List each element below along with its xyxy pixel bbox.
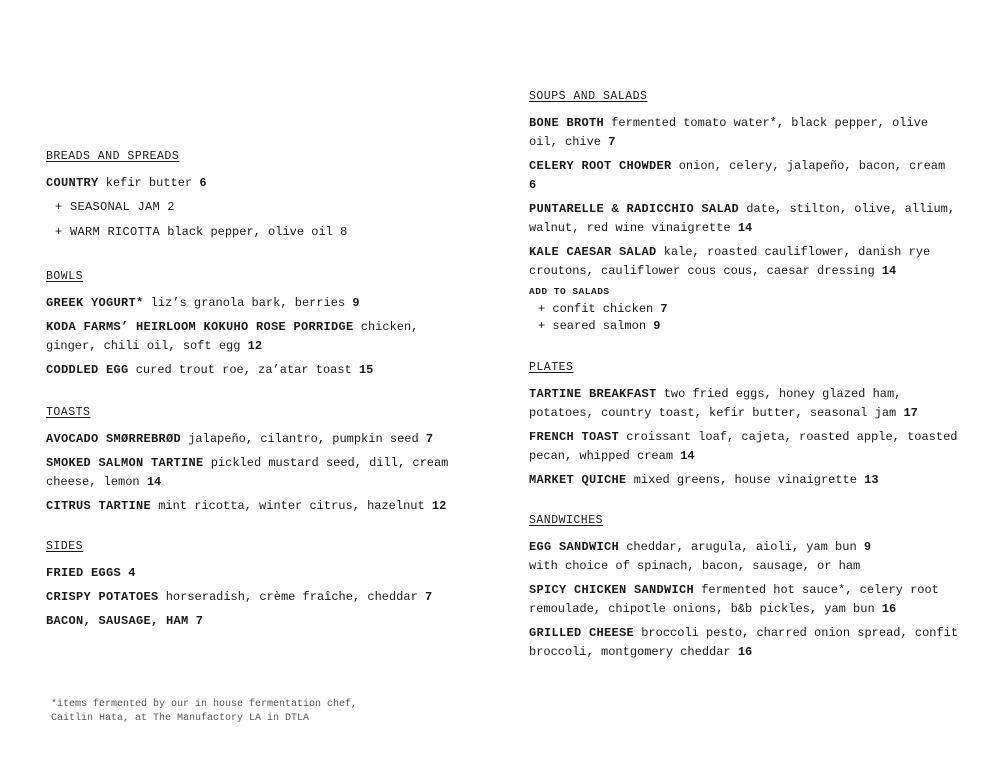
item-description: broccoli pesto, charred onion spread, confit broccoli, montgomery cheddar xyxy=(529,626,959,659)
section-toasts xyxy=(46,406,466,516)
item-price: 7 xyxy=(195,614,203,628)
menu-item xyxy=(529,471,959,490)
item-price: 14 xyxy=(737,221,753,235)
section-title: SIDES xyxy=(46,540,84,553)
right-menu-column xyxy=(529,90,959,692)
item-description: cured trout roe, za’atar toast xyxy=(128,363,359,377)
section-title: TOASTS xyxy=(46,406,91,419)
item-name: EGG SANDWICH xyxy=(529,540,620,554)
menu-item xyxy=(529,200,959,238)
item-name: GREEK YOGURT* xyxy=(46,296,144,310)
section-breads-and-spreads xyxy=(46,150,466,242)
item-description: jalapeño, cilantro, pumpkin seed xyxy=(181,432,426,446)
item-description: cheddar, arugula, aioli, yam bun xyxy=(619,540,864,554)
section-title: PLATES xyxy=(529,361,574,374)
item-price: 6 xyxy=(529,178,537,192)
addon-price: 8 xyxy=(340,225,348,239)
menu-item xyxy=(529,385,959,423)
section-title: SOUPS AND SALADS xyxy=(529,90,648,103)
section-title: BREADS AND SPREADS xyxy=(46,150,180,163)
menu-item xyxy=(46,361,466,380)
item-description: onion, celery, jalapeño, bacon, cream xyxy=(671,159,946,173)
item-name: BONE BROTH xyxy=(529,116,605,130)
item-name: KODA FARMS’ HEIRLOOM KOKUHO ROSE PORRIDGE xyxy=(46,320,354,334)
section-sides xyxy=(46,540,466,631)
menu-item xyxy=(529,624,959,662)
item-price: 14 xyxy=(146,475,162,489)
addon-price: 9 xyxy=(653,319,661,333)
menu-item xyxy=(46,612,466,631)
item-name: GRILLED CHEESE xyxy=(529,626,635,640)
addon-name: + confit chicken xyxy=(538,302,654,316)
item-name: TARTINE BREAKFAST xyxy=(529,387,657,401)
menu-item xyxy=(529,157,959,195)
item-description: chicken, ginger, chili oil, soft egg xyxy=(46,320,419,353)
menu-item xyxy=(46,318,466,356)
item-price: 7 xyxy=(424,590,433,604)
section-soups-and-salads xyxy=(529,90,959,335)
item-description: kefir butter xyxy=(98,176,200,190)
item-note: with choice of spinach, bacon, sausage, or ham xyxy=(529,559,861,573)
item-description: pickled mustard seed, dill, cream cheese, lemon xyxy=(46,456,449,489)
item-name: CITRUS TARTINE xyxy=(46,499,152,513)
item-price: 4 xyxy=(128,566,136,580)
menu-item xyxy=(46,430,466,449)
item-description: mixed greens, house vinaigrette xyxy=(626,473,865,487)
item-description: fermented tomato water*, black pepper, olive oil, chive xyxy=(529,116,929,149)
menu-item xyxy=(46,497,466,516)
addon-price: 2 xyxy=(167,200,175,214)
item-name: CELERY ROOT CHOWDER xyxy=(529,159,672,173)
item-price: 13 xyxy=(864,473,879,487)
menu-item xyxy=(46,564,466,583)
menu-item xyxy=(529,538,959,576)
addon-price: 7 xyxy=(660,302,668,316)
item-name: KALE CAESAR SALAD xyxy=(529,245,657,259)
menu-item xyxy=(529,243,959,281)
item-description: croissant loaf, cajeta, roasted apple, toasted pecan, whipped cream xyxy=(529,430,958,463)
item-price: 7 xyxy=(608,135,616,149)
menu-item xyxy=(46,588,466,607)
item-name: COUNTRY xyxy=(46,176,99,190)
addon-description: black pepper, olive oil xyxy=(160,225,341,239)
item-description: liz’s granola bark, berries xyxy=(143,296,353,310)
menu-item xyxy=(529,581,959,619)
item-name: SMOKED SALMON TARTINE xyxy=(46,456,204,470)
item-description: kale, roasted cauliflower, danish rye croutons, cauliflower cous cous, caesar dressing xyxy=(529,245,931,278)
item-description: date, stilton, olive, allium, walnut, red wine vinaigrette xyxy=(529,202,956,235)
item-price: 16 xyxy=(881,602,897,616)
menu-item xyxy=(529,114,959,152)
menu-addon xyxy=(46,198,466,217)
menu-addon xyxy=(46,223,466,242)
item-description: fermented hot sauce*, celery root remoulade, chipotle onions, b&b pickles, yam bun xyxy=(529,583,939,616)
footnote xyxy=(51,698,451,726)
item-description: mint ricotta, winter citrus, hazelnut xyxy=(151,499,432,513)
salad-addon xyxy=(529,318,959,335)
item-description: horseradish, crème fraîche, cheddar xyxy=(158,590,425,604)
item-name: CODDLED EGG xyxy=(46,363,129,377)
item-price: 12 xyxy=(431,499,447,513)
menu-item xyxy=(46,454,466,492)
item-name: AVOCADO SMØRREBRØD xyxy=(46,432,182,446)
addon-name: + SEASONAL JAM xyxy=(55,200,161,214)
item-price: 7 xyxy=(425,432,434,446)
footnote-line: *items fermented by our in house fermentation chef, xyxy=(51,699,358,710)
menu-item xyxy=(529,428,959,466)
item-name: SPICY CHICKEN SANDWICH xyxy=(529,583,695,597)
item-name: FRIED EGGS xyxy=(46,566,122,580)
item-name: MARKET QUICHE xyxy=(529,473,627,487)
item-price: 9 xyxy=(352,296,360,310)
item-name: BACON, SAUSAGE, HAM xyxy=(46,614,189,628)
item-description: two fried eggs, honey glazed ham, potatoes, country toast, kefir butter, seasonal jam xyxy=(529,387,904,420)
section-bowls xyxy=(46,270,466,380)
left-menu-column xyxy=(46,150,466,661)
item-price: 16 xyxy=(737,645,753,659)
menu-item xyxy=(46,294,466,313)
item-price: 14 xyxy=(881,264,897,278)
item-price: 12 xyxy=(247,339,263,353)
item-price: 14 xyxy=(680,449,695,463)
item-name: CRISPY POTATOES xyxy=(46,590,159,604)
addon-name: + seared salmon xyxy=(538,319,647,333)
addon-name: + WARM RICOTTA xyxy=(55,225,161,239)
item-price: 9 xyxy=(863,540,872,554)
item-price: 15 xyxy=(358,363,374,377)
section-title: BOWLS xyxy=(46,270,84,283)
add-to-salads-heading: ADD TO SALADS xyxy=(529,286,610,297)
section-title: SANDWICHES xyxy=(529,514,604,527)
salad-addon xyxy=(529,301,959,318)
section-plates xyxy=(529,361,959,490)
footnote-line: Caitlin Hata, at The Manufactory LA in DTLA xyxy=(51,713,310,724)
item-description xyxy=(189,614,196,628)
item-name: PUNTARELLE & RADICCHIO SALAD xyxy=(529,202,740,216)
section-sandwiches xyxy=(529,514,959,662)
menu-item xyxy=(46,174,466,193)
item-name: FRENCH TOAST xyxy=(529,430,620,444)
item-price: 6 xyxy=(199,176,207,190)
item-price: 17 xyxy=(903,406,918,420)
